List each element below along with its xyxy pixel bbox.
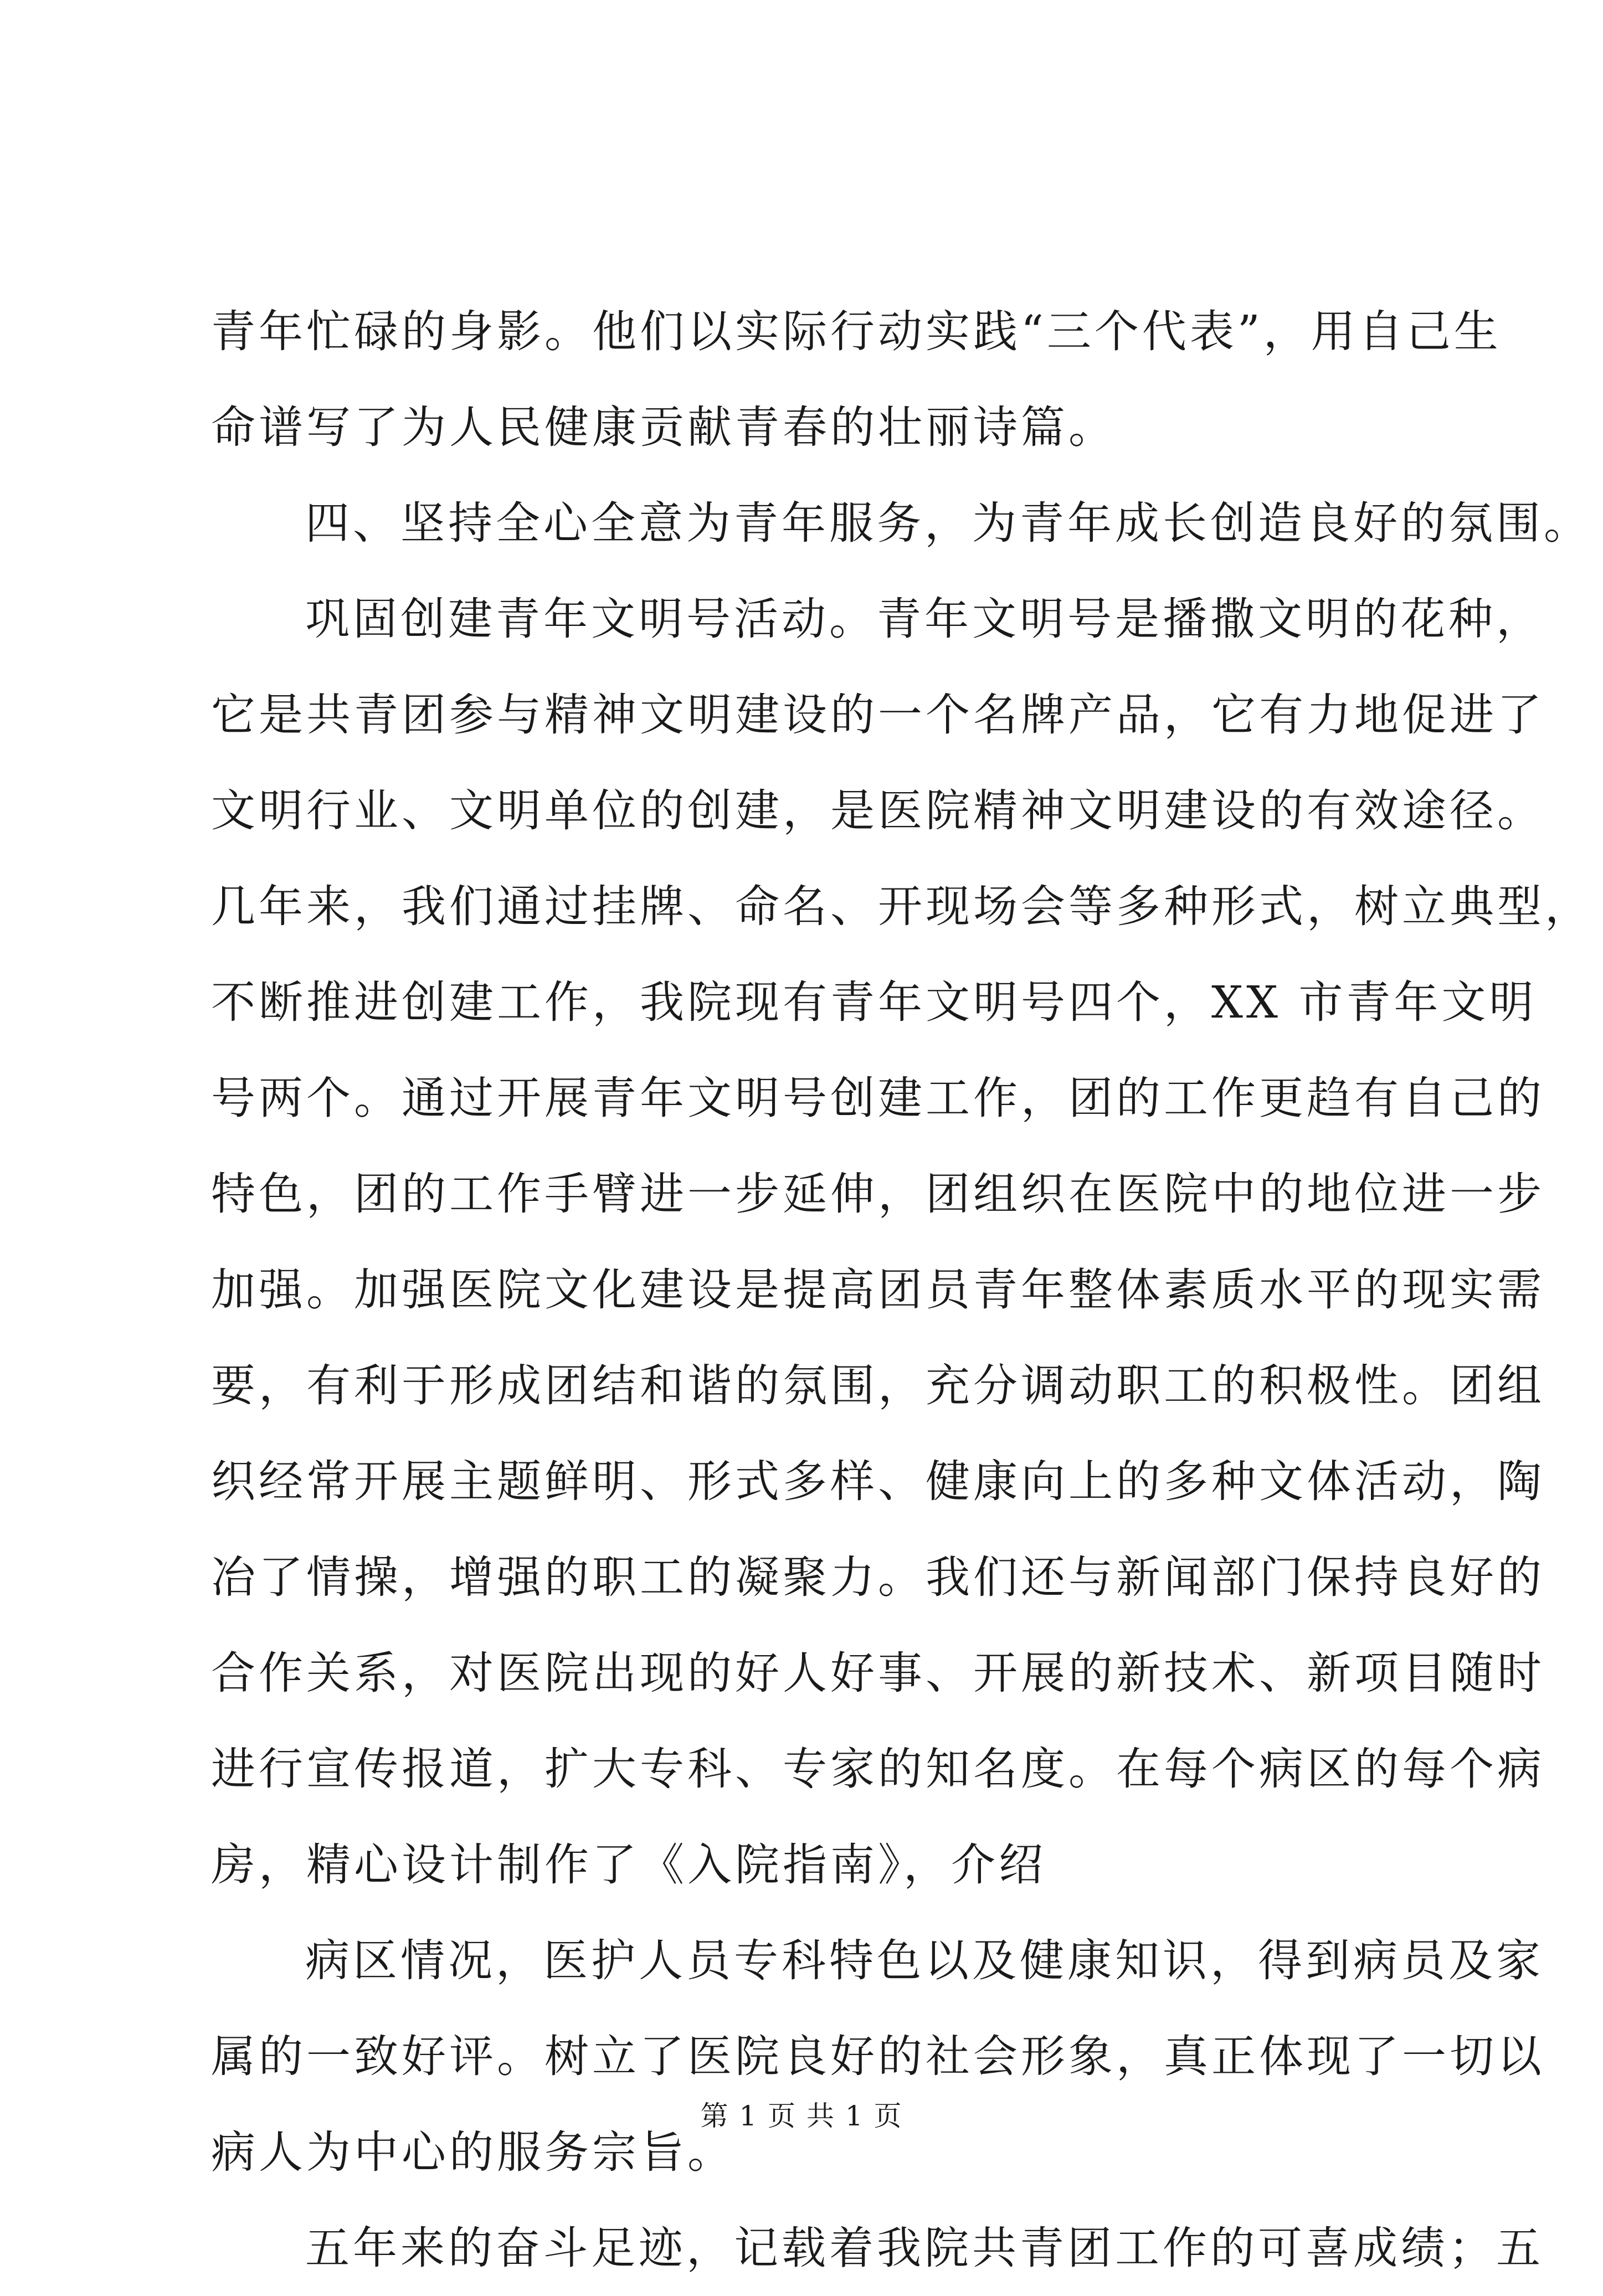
text-line: 加强。加强医院文化建设是提高团员青年整体素质水平的现实需: [211, 1264, 1545, 1316]
text-line: 四、坚持全心全意为青年服务，为青年成长创造良好的氛围。: [305, 497, 1591, 549]
text-line: 青年忙碌的身影。他们以实际行动实践“三个代表”，用自己生: [211, 306, 1502, 357]
text-line: 不断推进创建工作，我院现有青年文明号四个，XX 市青年文明: [211, 977, 1537, 1028]
text-line: 几年来，我们通过挂牌、命名、开现场会等多种形式，树立典型，: [211, 881, 1592, 932]
text-line: 它是共青团参与精神文明建设的一个名牌产品，它有力地促进了: [211, 689, 1545, 741]
text-line: 冶了情操，增强的职工的凝聚力。我们还与新闻部门保持良好的: [211, 1552, 1545, 1603]
text-line: 进行宣传报道，扩大专科、专家的知名度。在每个病区的每个病: [211, 1743, 1545, 1795]
text-line: 命谱写了为人民健康贡献青春的壮丽诗篇。: [211, 402, 1116, 453]
text-line: 房，精心设计制作了《入院指南》，介绍: [211, 1839, 1046, 1891]
text-line: 织经常开展主题鲜明、形式多样、健康向上的多种文体活动，陶: [211, 1456, 1545, 1507]
text-line: 病区情况，医护人员专科特色以及健康知识，得到病员及家: [305, 1935, 1544, 1986]
text-line: 五年来的奋斗足迹，记载着我院共青团工作的可喜成绩；五: [305, 2222, 1544, 2274]
text-line: 要，有利于形成团结和谐的氛围，充分调动职工的积极性。团组: [211, 1360, 1545, 1411]
text-line: 巩固创建青年文明号活动。青年文明号是播撒文明的花种，: [305, 593, 1544, 645]
text-line: 病人为中心的服务宗旨。: [211, 2127, 735, 2178]
page-footer: 第 1 页 共 1 页: [700, 2100, 903, 2132]
text-line: 号两个。通过开展青年文明号创建工作，团的工作更趋有自己的: [211, 1072, 1545, 1124]
text-line: 属的一致好评。树立了医院良好的社会形象，真正体现了一切以: [211, 2031, 1545, 2082]
text-line: 文明行业、文明单位的创建，是医院精神文明建设的有效途径。: [211, 785, 1545, 836]
text-line: 合作关系，对医院出现的好人好事、开展的新技术、新项目随时: [211, 1647, 1545, 1699]
document-body: [211, 284, 1592, 2296]
text-line: 特色，团的工作手臂进一步延伸，团组织在医院中的地位进一步: [211, 1168, 1545, 1220]
